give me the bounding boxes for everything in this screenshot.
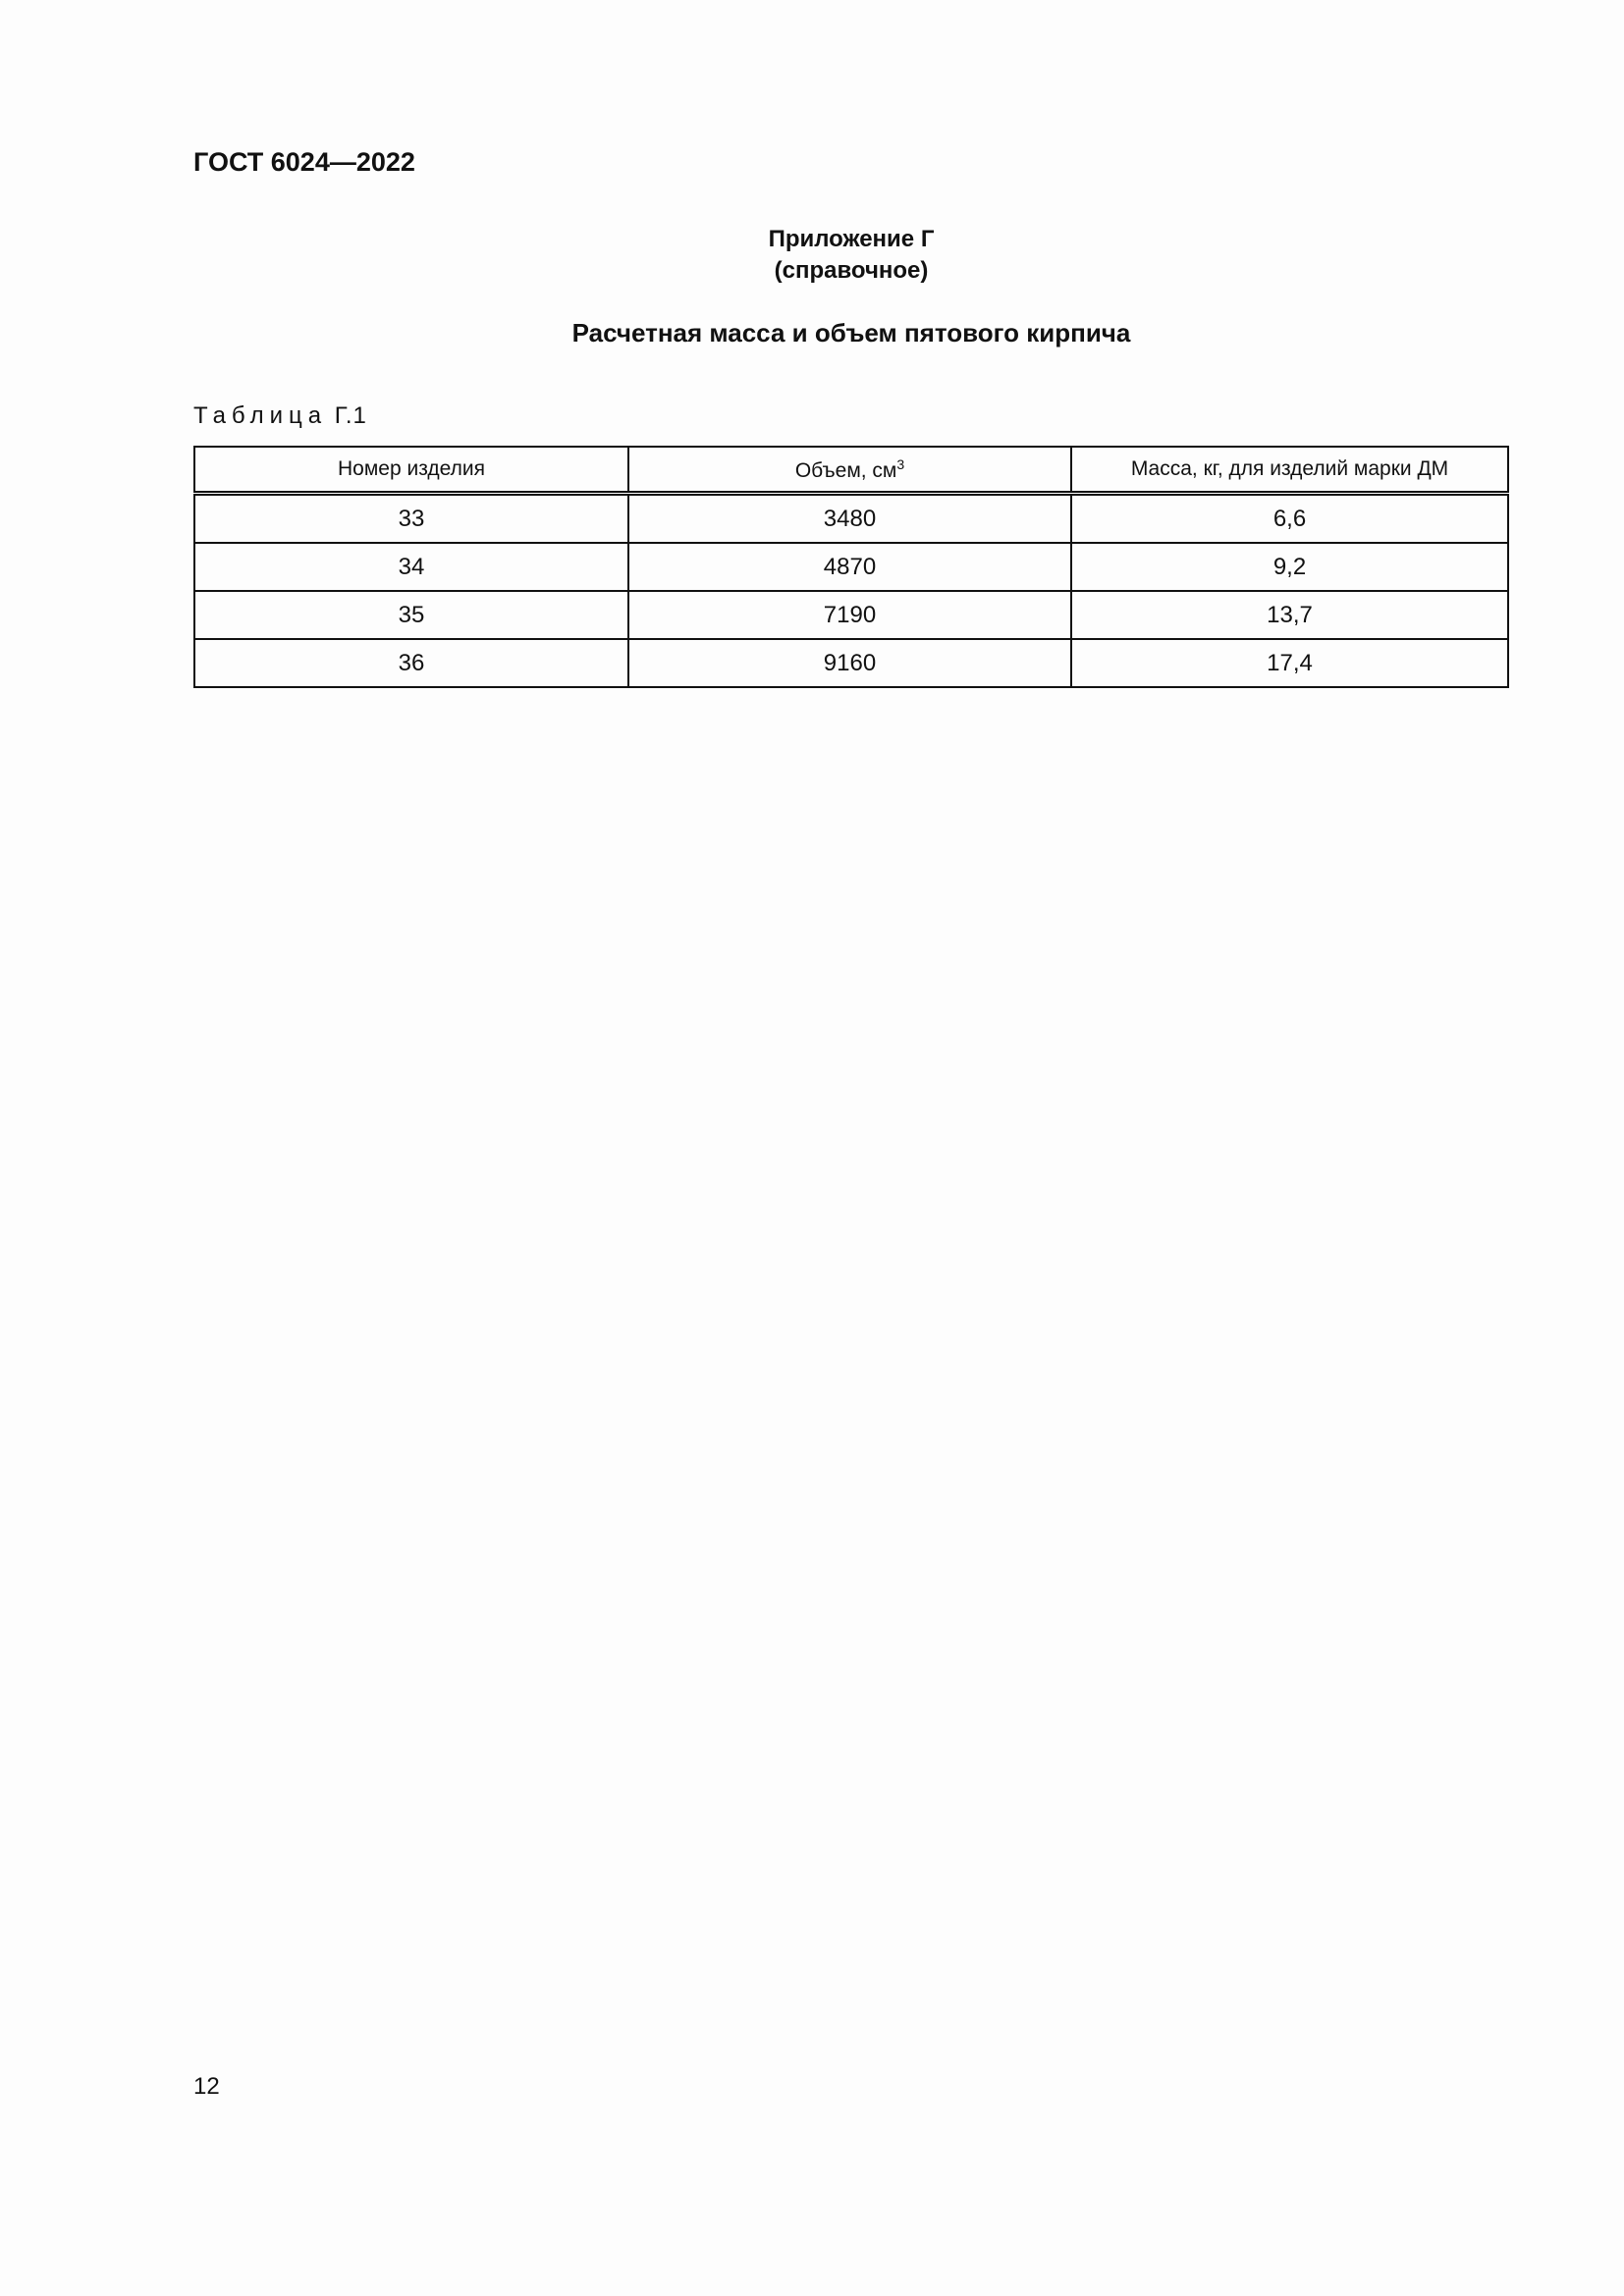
table-row <box>194 494 1508 544</box>
cell-volume: 3480 <box>628 494 1071 544</box>
appendix-type: (справочное) <box>774 257 929 284</box>
table-row <box>194 591 1508 639</box>
volume-unit-power: 3 <box>896 455 905 472</box>
cell-mass: 6,6 <box>1071 494 1508 544</box>
volume-label: Объем, см <box>794 458 897 482</box>
cell-item-number: 33 <box>194 494 628 544</box>
table-row <box>194 639 1508 687</box>
table-caption-number: Г.1 <box>334 402 367 429</box>
cell-volume: 9160 <box>628 639 1071 687</box>
cell-item-number: 34 <box>194 543 628 591</box>
cell-volume: 7190 <box>628 591 1071 639</box>
cell-mass: 13,7 <box>1071 591 1508 639</box>
table-caption-word: Таблица <box>193 402 328 429</box>
document-code: ГОСТ 6024—2022 <box>193 147 415 177</box>
data-table <box>193 446 1509 688</box>
column-header-volume <box>628 447 1071 494</box>
cell-item-number: 35 <box>194 591 628 639</box>
section-title: Расчетная масса и объем пятового кирпича <box>571 318 1131 347</box>
cell-volume: 4870 <box>628 543 1071 591</box>
appendix-label: Приложение Г <box>768 226 935 252</box>
cell-mass: 9,2 <box>1071 543 1508 591</box>
column-header-item-number: Номер изделия <box>194 447 628 494</box>
table-caption <box>193 402 367 430</box>
table-row <box>194 543 1508 591</box>
column-header-mass: Масса, кг, для изделий марки ДМ <box>1071 447 1508 494</box>
cell-item-number: 36 <box>194 639 628 687</box>
page-number: 12 <box>193 2073 220 2100</box>
table-header-row <box>194 447 1508 494</box>
cell-mass: 17,4 <box>1071 639 1508 687</box>
